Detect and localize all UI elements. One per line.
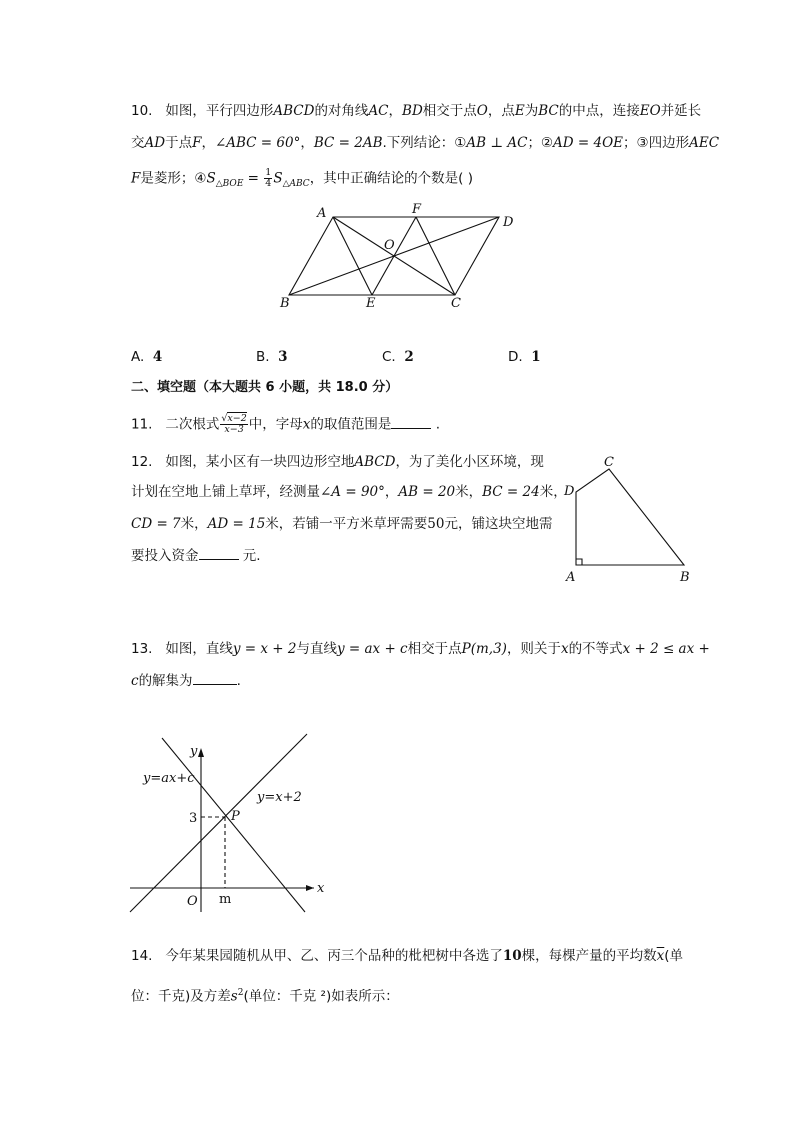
q14-text: 位：千克)及方差 xyxy=(131,988,231,1005)
q14-text: )如表所示： xyxy=(325,988,399,1005)
math-bc-2ab: BC = 2AB xyxy=(313,135,383,151)
q12-text: 要投入资金 xyxy=(131,548,199,564)
math-equals: = xyxy=(243,170,264,187)
q14-line1 xyxy=(131,946,683,966)
q12-text: 米， xyxy=(455,484,483,500)
q12-number: 12. xyxy=(131,454,153,470)
q10-text: 是菱形；④ xyxy=(140,170,207,187)
math-price: 50 xyxy=(427,516,445,532)
q11-text: 二次根式 xyxy=(165,416,220,433)
q10-line1 xyxy=(131,101,701,121)
label-c: C xyxy=(604,455,614,470)
q10-text: ，其中正确结论的个数是( ) xyxy=(309,170,474,187)
x-axis-label: x xyxy=(317,881,325,896)
section-heading: 二、填空题（本大题共 6 小题，共 18.0 分） xyxy=(131,380,399,395)
q12-text: ，为了美化小区环境，现 xyxy=(395,454,544,470)
q13-number: 13. xyxy=(131,641,153,657)
label-a: A xyxy=(566,570,576,585)
math-s: S xyxy=(206,170,216,187)
q10-text: ， xyxy=(300,135,314,151)
q10-text: 为 xyxy=(524,103,539,119)
option-a[interactable] xyxy=(131,347,162,367)
math-e: E xyxy=(514,103,525,119)
math-inequality: x + 2 ≤ ax + xyxy=(622,641,710,657)
q13-text: . xyxy=(236,673,241,689)
q14-text: 今年某果园随机从甲、乙、丙三个品种的枇杷树中各选了 xyxy=(165,948,503,964)
q13-text: 相交于点 xyxy=(407,641,462,657)
q12-text: ， xyxy=(384,484,399,500)
q14-text: 棵，每棵产量的平均数 xyxy=(521,948,657,964)
math-ad-4oe: AD = 4OE xyxy=(553,135,624,151)
math-line-2: y = ax + c xyxy=(336,641,408,657)
label-e: E xyxy=(366,296,376,311)
q10-text: 如图，平行四边形 xyxy=(165,103,274,119)
math-squared: ² xyxy=(320,988,326,1005)
q12-text: 米， xyxy=(539,484,567,500)
math-ab-perp-ac: AB ⊥ AC xyxy=(466,135,528,151)
q14-text: (单位：千克 xyxy=(243,988,321,1005)
label-d: D xyxy=(503,215,514,230)
option-letter: B. xyxy=(256,349,270,365)
q12-text: 米，若铺一平方米草坪需要 xyxy=(265,516,428,532)
math-o: O xyxy=(476,103,488,119)
q13-line1 xyxy=(131,639,710,659)
q10-text: ；② xyxy=(527,135,554,151)
q10-text: ， xyxy=(388,103,403,119)
radical-denominator: x−3 xyxy=(224,424,244,435)
q11-text: . xyxy=(431,416,441,433)
q11-line xyxy=(131,414,440,435)
line-b-label: y=x+2 xyxy=(257,790,302,805)
label-f: F xyxy=(412,202,422,217)
option-letter: D. xyxy=(508,349,523,365)
q13-text: 如图，直线 xyxy=(165,641,233,657)
label-b: B xyxy=(280,296,290,311)
option-d[interactable] xyxy=(508,347,541,367)
math-ab: AB = 20 xyxy=(398,484,456,500)
q13-text: 与直线 xyxy=(296,641,337,657)
option-value: 1 xyxy=(531,349,541,365)
math-angle-abc: ∠ABC = 60° xyxy=(214,135,301,151)
math-f: F xyxy=(192,135,202,151)
math-aec: AEC xyxy=(689,135,720,151)
fraction-denominator: 4 xyxy=(265,178,272,189)
y-arrow-icon xyxy=(198,748,204,757)
math-bc: BC = 24 xyxy=(482,484,540,500)
q12-text: 计划在空地上铺上草坪，经测量 xyxy=(131,484,320,500)
q13-line2 xyxy=(131,671,241,691)
math-f: F xyxy=(131,170,141,187)
q10-line3 xyxy=(131,168,473,194)
q13-text: 的不等式 xyxy=(568,641,623,657)
q10-text: .下列结论：① xyxy=(382,135,467,151)
q10-text: 相交于点 xyxy=(422,103,477,119)
option-letter: A. xyxy=(131,349,145,365)
parallelogram-outline xyxy=(289,217,499,295)
q12-line1 xyxy=(131,452,544,472)
math-c: c xyxy=(131,673,139,689)
q14-line2 xyxy=(131,983,399,1007)
y-axis-label: y xyxy=(190,744,198,759)
label-o: O xyxy=(384,238,395,253)
option-value: 2 xyxy=(404,349,414,365)
math-bc: BC xyxy=(538,103,559,119)
segment-fc xyxy=(416,217,455,295)
q14-number: 14. xyxy=(131,948,153,964)
math-x: x xyxy=(302,416,311,433)
tick-three: 3 xyxy=(189,811,198,826)
math-point-p: P(m,3) xyxy=(461,641,507,657)
label-b: B xyxy=(680,570,690,585)
q10-text: ，点 xyxy=(487,103,515,119)
math-ac: AC xyxy=(368,103,389,119)
q10-text: ；③四边形 xyxy=(623,135,690,151)
math-triangle-abc: △ABC xyxy=(282,179,310,190)
q10-text: 的中点，连接 xyxy=(558,103,640,119)
line-x-plus-2 xyxy=(130,734,307,912)
math-ten: 10 xyxy=(502,948,522,964)
math-ad: AD = 15 xyxy=(207,516,266,532)
answer-blank[interactable] xyxy=(193,672,237,685)
math-bd: BD xyxy=(402,103,423,119)
q12-line3 xyxy=(131,514,552,534)
q10-line2 xyxy=(131,133,719,153)
q12-line4 xyxy=(131,546,261,566)
diagonal-bd xyxy=(289,217,499,295)
math-x: x xyxy=(560,641,569,657)
line-a-label: y=ax+c xyxy=(143,771,195,786)
q12-text: 元，铺这块空地需 xyxy=(444,516,553,532)
q12-text: 如图，某小区有一块四边形空地 xyxy=(165,454,355,470)
q10-number: 10. xyxy=(131,103,153,119)
quadrilateral-outline xyxy=(576,469,684,565)
q13-text: 的解集为 xyxy=(138,673,193,689)
option-value: 3 xyxy=(278,349,288,365)
segment-ae xyxy=(333,217,372,295)
q10-text: 交 xyxy=(131,135,145,151)
q11-text: 中，字母 xyxy=(248,416,303,433)
origin-label: O xyxy=(187,894,198,909)
radical-numerator: √x−2 xyxy=(221,413,247,424)
math-triangle-boe: △BOE xyxy=(215,179,244,190)
math-abcd: ABCD xyxy=(273,103,315,119)
label-d: D xyxy=(564,484,575,499)
segment-ef xyxy=(372,217,416,295)
option-value: 4 xyxy=(152,349,163,365)
math-line-1: y = x + 2 xyxy=(232,641,297,657)
q10-text: ， xyxy=(201,135,215,151)
q11-number: 11. xyxy=(131,416,153,433)
radical-fraction xyxy=(220,414,247,435)
q12-text: 米， xyxy=(180,516,208,532)
option-letter: C. xyxy=(382,349,396,365)
x-arrow-icon xyxy=(306,885,314,891)
line-ax-plus-c xyxy=(162,738,305,912)
option-b[interactable] xyxy=(256,347,288,367)
q10-text: 于点 xyxy=(165,135,193,151)
math-x-bar: $\overline{x}$ xyxy=(656,948,665,964)
q11-text: 的取值范围是 xyxy=(310,416,392,433)
option-c[interactable] xyxy=(382,347,414,367)
math-angle-a: ∠A = 90° xyxy=(320,484,385,500)
fraction-numerator: 1 xyxy=(265,167,272,178)
q10-text: 的对角线 xyxy=(314,103,369,119)
q14-text: (单 xyxy=(664,948,684,964)
right-angle-mark xyxy=(576,559,582,565)
math-ad: AD xyxy=(144,135,166,151)
math-eo: EO xyxy=(639,103,661,119)
label-a: A xyxy=(317,206,327,221)
radicand-numerator: x−2 xyxy=(227,413,247,424)
q12-line2 xyxy=(131,482,567,502)
diagonal-ac xyxy=(333,217,455,295)
label-c: C xyxy=(451,296,461,311)
math-s: S xyxy=(273,170,283,187)
math-s: s xyxy=(230,988,238,1005)
q13-text: ，则关于 xyxy=(506,641,561,657)
math-cd: CD = 7 xyxy=(131,516,181,532)
tick-m: m xyxy=(219,892,232,907)
point-p-label: P xyxy=(231,809,240,824)
q12-text: 元. xyxy=(238,548,261,564)
answer-blank[interactable] xyxy=(391,416,431,429)
q10-text: 并延长 xyxy=(660,103,702,119)
fraction-one-quarter xyxy=(264,168,272,189)
math-abcd: ABCD xyxy=(354,454,396,470)
math-superscript-two: 2 xyxy=(237,988,244,998)
answer-blank[interactable] xyxy=(199,547,239,560)
